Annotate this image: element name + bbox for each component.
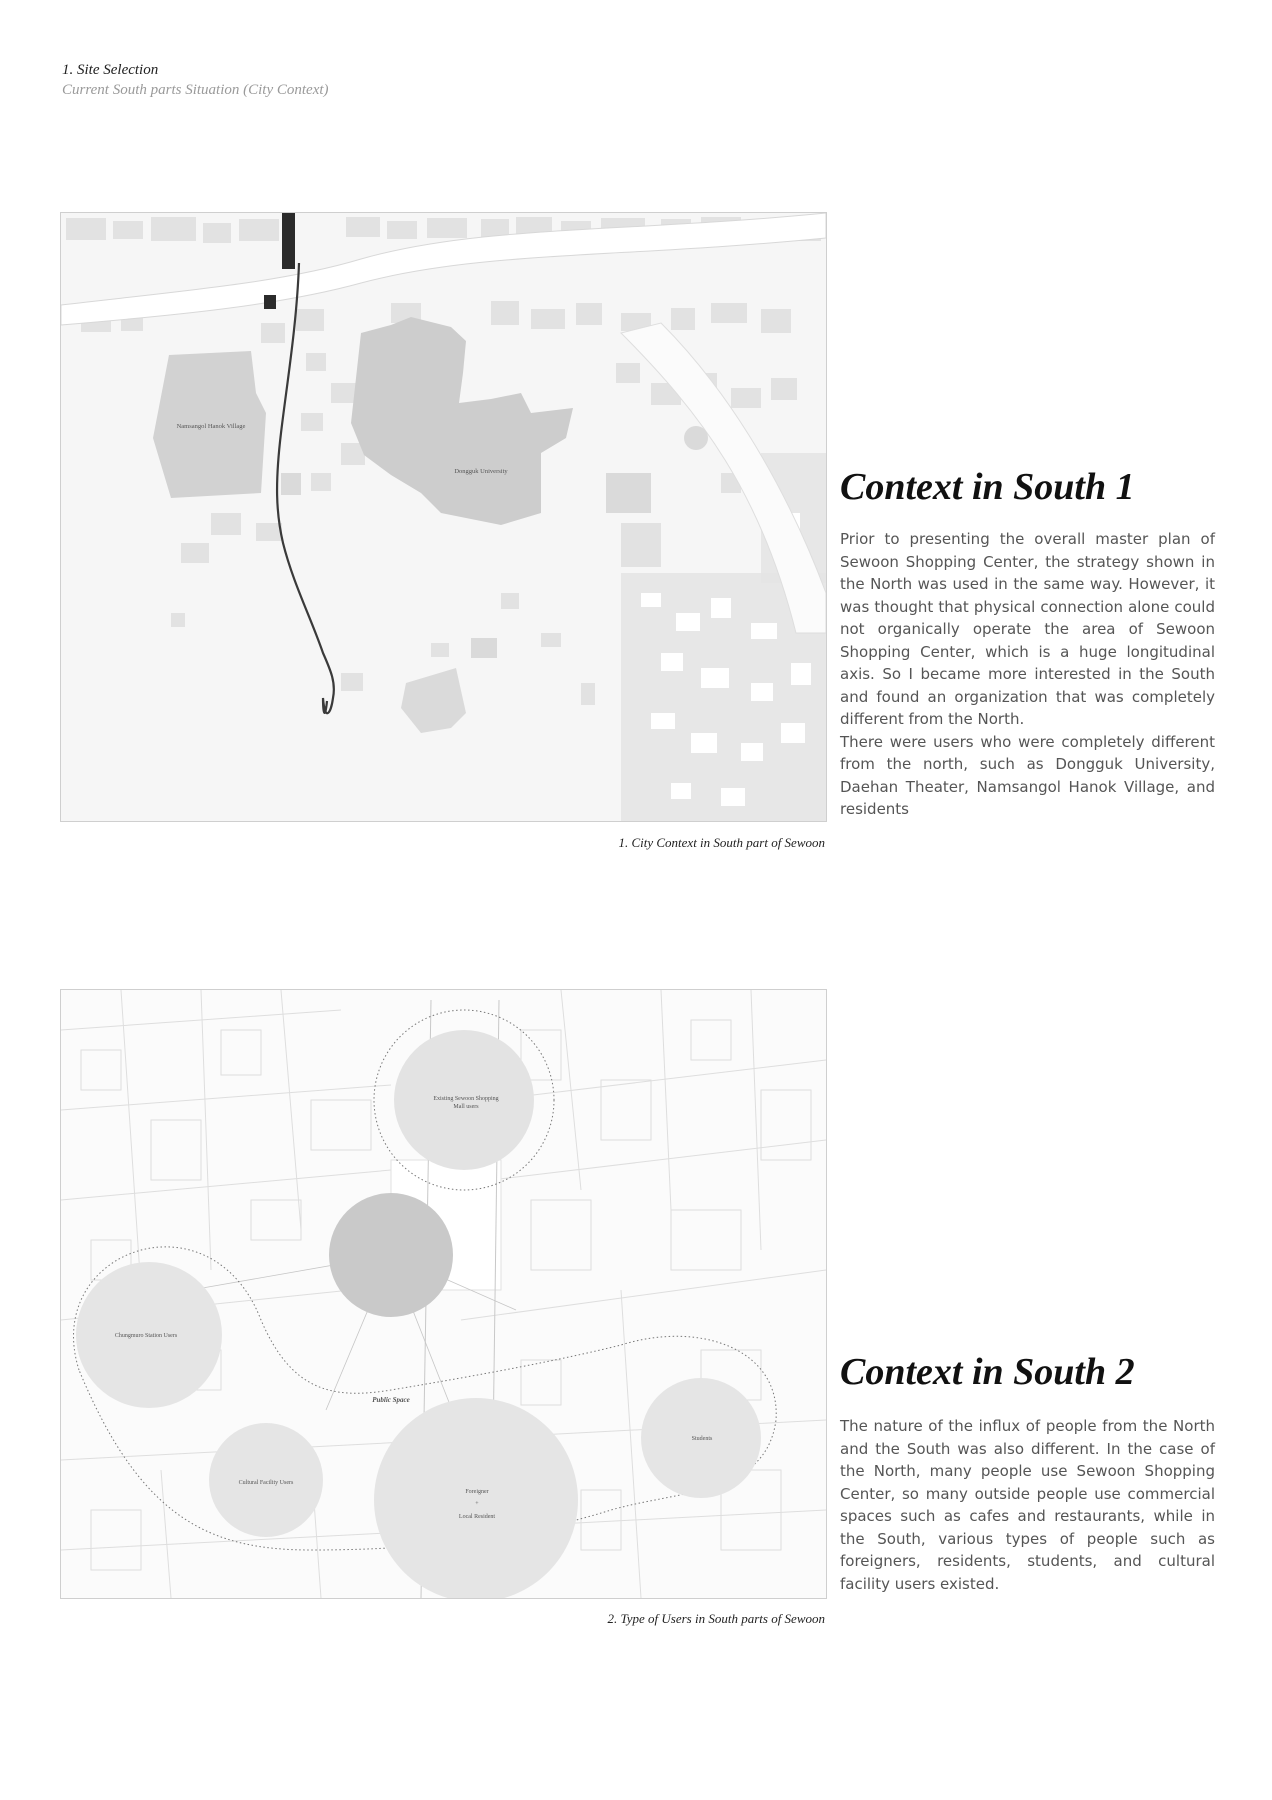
local-resident-label: Local Resident [458,1514,496,1520]
students-label: Students [691,1436,713,1442]
page-header [62,60,329,100]
context1-body [840,528,1215,821]
city-context-map-drawing [61,213,826,821]
university-label: Dongguk University [454,468,508,475]
context2-paragraph1: The nature of the influx of people from the North and the South was also different. In the case of the North, many people use Sewoon Shopping Center, so many outside people use commercial spaces such as cafes and restaurants, while in the South, various types of people such as foreigners, residents, students, and cultural facility users existed. [840,1417,1215,1593]
figure2-caption: 2. Type of Users in South parts of Sewoon [607,1611,825,1626]
section-label: 1. Site Selection [62,62,159,78]
station-users-label: Chungmuro Station Users [114,1333,178,1339]
plus-label: + [475,1501,479,1507]
sewoon-building [282,213,295,269]
sewoon-users-label-2: Mall users [453,1104,479,1110]
public-space-label: Public Space [372,1396,410,1404]
figure1-caption: 1. City Context in South part of Sewoon [618,835,825,850]
context1-paragraph1: Prior to presenting the overall master plan of Sewoon Shopping Center, the strategy shown in the North was used in the same way. However, it was thought that physical connection alone could not organically operate the area of Sewoon Shopping Center, which is a huge longitudinal axis. So I became more interested in the South and found an organization that was completely different from the North. [840,530,1215,728]
hub-circle [329,1193,453,1317]
city-context-map [60,212,827,822]
context1-paragraph2: There were users who were completely different from the north, such as Dongguk University, Daehan Theater, Namsangol Hanok Village, and residents [840,732,1215,818]
sewoon-users-label-1: Existing Sewoon Shopping [433,1096,499,1102]
context1-title: Context in South 1 [840,466,1135,508]
user-types-diagram-drawing [61,990,826,1598]
hanok-village-label: Namsangol Hanok Village [176,423,246,430]
station-block [264,295,276,309]
context2-body [840,1415,1215,1595]
section-subtitle: Current South parts Situation (City Context) [62,82,329,98]
cultural-users-label: Cultural Facility Users [238,1480,294,1486]
user-types-diagram [60,989,827,1599]
foreigner-resident-circle [374,1398,578,1598]
context2-title: Context in South 2 [840,1351,1135,1393]
foreigner-label: Foreigner [465,1489,489,1495]
